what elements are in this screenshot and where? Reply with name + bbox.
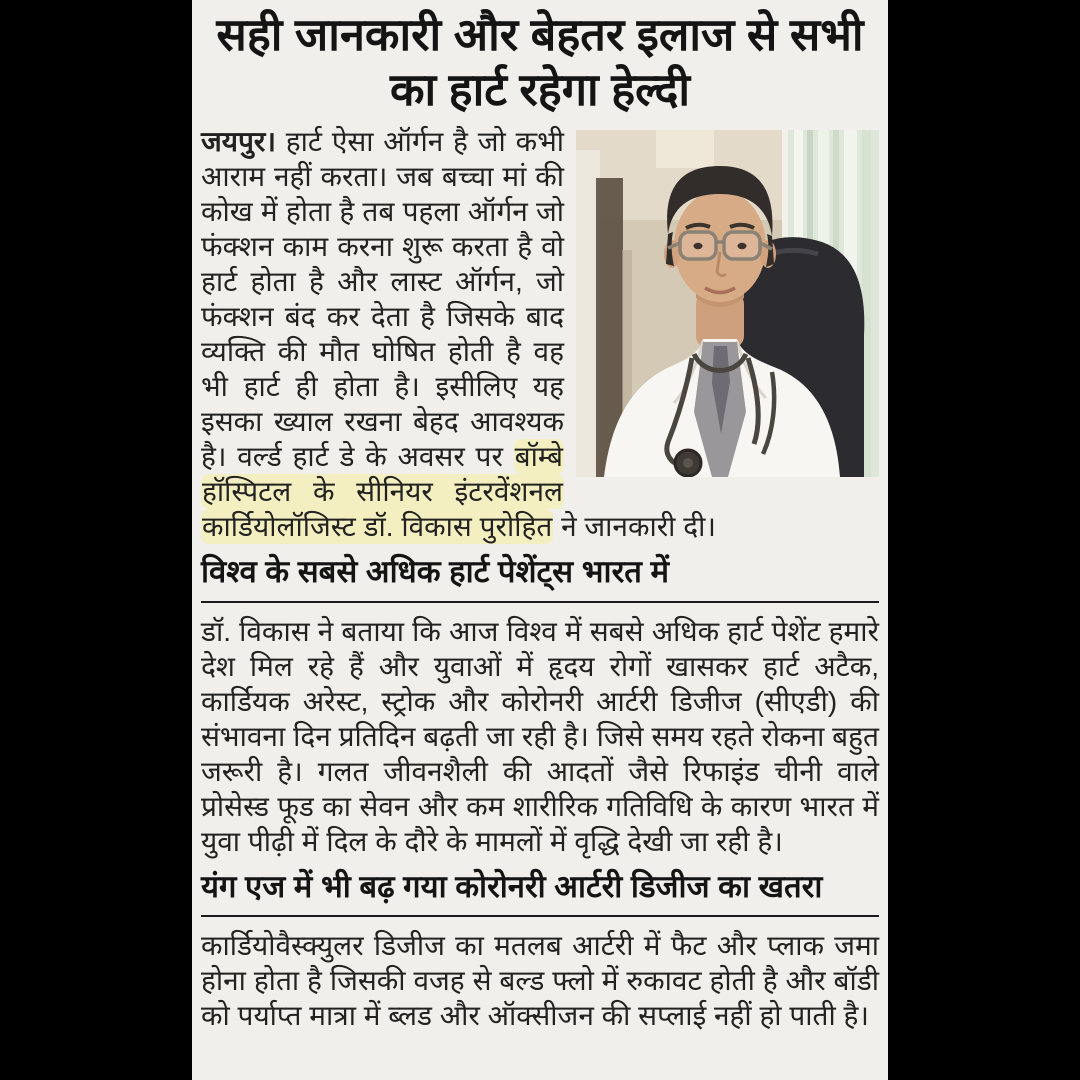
newspaper-clipping (192, 0, 888, 1080)
article-headline: सही जानकारी और बेहतर इलाज से सभी का हार्ट रहेगा हेल्दी (216, 9, 864, 115)
divider-line (201, 915, 879, 917)
section-paragraph-young-age-cad-risk: कार्डियोवैस्क्युलर डिजीज का मतलब आर्टरी में फैट और प्लाक जमा होना होता है जिसकी वजह से बल्ड फ्लो में रुकावट होती है और बॉडी को पर्याप्त मात्रा में ब्लड और ऑक्सीजन की सप्लाई नहीं हो पाती है। (201, 930, 879, 1032)
section-world-heart-patients (201, 553, 879, 859)
intro-text-after-highlight: ने जानकारी दी। (561, 510, 716, 542)
highlighted-doctor-credit: बॉम्बे हॉस्पिटल के सीनियर इंटरवेंशनल कार्डियोलॉजिस्ट डॉ. विकास पुरोहित (202, 440, 563, 542)
doctor-illustration (576, 130, 879, 477)
subheading-world-heart-patients: विश्व के सबसे अधिक हार्ट पेशेंट्स भारत में (201, 553, 670, 589)
divider-line (201, 601, 879, 603)
section-young-age-cad-risk (201, 868, 879, 1034)
subheading-young-age-cad-risk: यंग एज में भी बढ़ गया कोरोनरी आर्टरी डिजीज का खतरा (201, 868, 823, 904)
intro-section (201, 124, 879, 544)
dateline: जयपुर। (201, 125, 276, 157)
intro-text-before-highlight: हार्ट ऐसा ऑर्गन है जो कभी आराम नहीं करता। जब बच्चा मां की कोख में होता है तब पहला ऑर्गन जो फंक्शन काम करना शुरू करता है वो हार्ट होता है और लास्ट ऑर्गन, जो फंक्शन बंद कर देता है जिसके बाद व्यक्ति की मौत घोषित होती है वह भी हार्ट ही होता है। इसीलिए यह इसका ख्याल रखना बेहद आवश्यक है। वर्ल्ड हार्ट डे के अवसर पर (201, 125, 565, 472)
doctor-portrait-photo (576, 130, 879, 477)
section-paragraph-world-heart-patients: डॉ. विकास ने बताया कि आज विश्व में सबसे अधिक हार्ट पेशेंट हमारे देश मिल रहे हैं और युवाओं में हृदय रोगों खासकर हार्ट अटैक, कार्डियक अरेस्ट, स्ट्रोक और कोरोनरी आर्टरी डिजीज (सीएडी) की संभावना दिन प्रतिदिन बढ़ती जा रही है। जिसे समय रहते रोकना बहुत जरूरी है। गलत जीवनशैली की आदतों जैसे रिफाइंड चीनी वाले प्रोसेस्ड फूड का सेवन और कम शारीरिक गतिविधि के कारण भारत में युवा पीढ़ी में दिल के दौरे के मामलों में वृद्धि देखी जा रही है। (201, 615, 879, 857)
